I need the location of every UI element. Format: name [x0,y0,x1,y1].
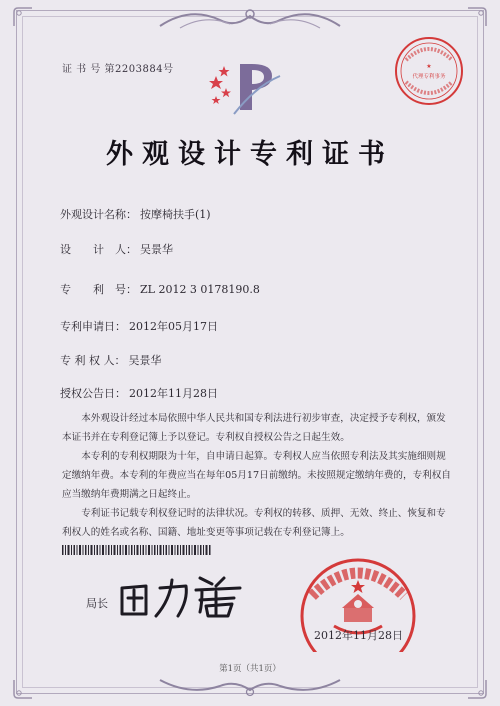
paragraph-grant-decision: 本外观设计经过本局依照中华人民共和国专利法进行初步审查，决定授予专利权，颁发本证书并在专利登记簿上予以登记。专利权自授权公告之日起生效。 [62,413,446,443]
corner-ornament-bottom-left [12,678,34,700]
field-design-name [60,206,211,222]
bottom-scroll-ornament [150,676,350,700]
agency-stamp [392,34,466,108]
top-scroll-ornament [150,4,350,34]
field-application-date [60,318,218,334]
field-value: 2012年05月17日 [129,320,218,333]
field-label: 外观设计名称： [60,208,137,221]
paragraph-term-and-fees: 本专利的专利权期限为十年，自申请日起算。专利权人应当依照专利法及其实施细则规定缴纳年费。本专利的年费应当在每年05月17日前缴纳。未按照规定缴纳年费的，专利权自应当缴纳年费期满之日起终止。 [62,451,451,500]
svg-text:★: ★ [426,63,432,70]
field-value: 按摩椅扶手(1) [140,208,211,221]
field-label: 专 利 权 人： [60,354,126,367]
field-value: 吴景华 [140,243,173,256]
paragraph-legal-status: 专利证书记载专利权登记时的法律状况。专利权的转移、质押、无效、终止、恢复和专利权人的姓名或名称、国籍、地址变更等事项记载在专利登记簿上。 [62,508,446,538]
corner-ornament-top-left [12,6,34,28]
field-value: 吴景华 [128,354,162,367]
seal-date: 2012年11月28日 [314,629,403,642]
certificate-number: 证 书 号 第2203884号 [62,64,174,75]
field-patent-number [60,281,260,297]
field-designer [60,241,173,257]
patent-office-logo [206,56,286,116]
director-label: 局长 [86,597,108,610]
field-patentee [60,352,162,368]
field-label: 设 计 人： [60,243,137,256]
page-footer: 第1页（共1页） [219,664,281,674]
certificate-title: 外观设计专利证书 [106,139,394,170]
barcode [62,545,212,555]
corner-ornament-top-right [466,6,488,28]
field-value: ZL 2012 3 0178190.8 [140,283,260,296]
field-value: 2012年11月28日 [129,387,218,400]
director-signature [116,570,256,620]
field-label: 专利申请日： [60,320,126,333]
field-grant-date [60,385,218,401]
corner-ornament-bottom-right [466,678,488,700]
field-label: 专 利 号： [60,283,137,296]
field-label: 授权公告日： [60,387,126,400]
svg-text:代理专利事务: 代理专利事务 [412,74,446,80]
